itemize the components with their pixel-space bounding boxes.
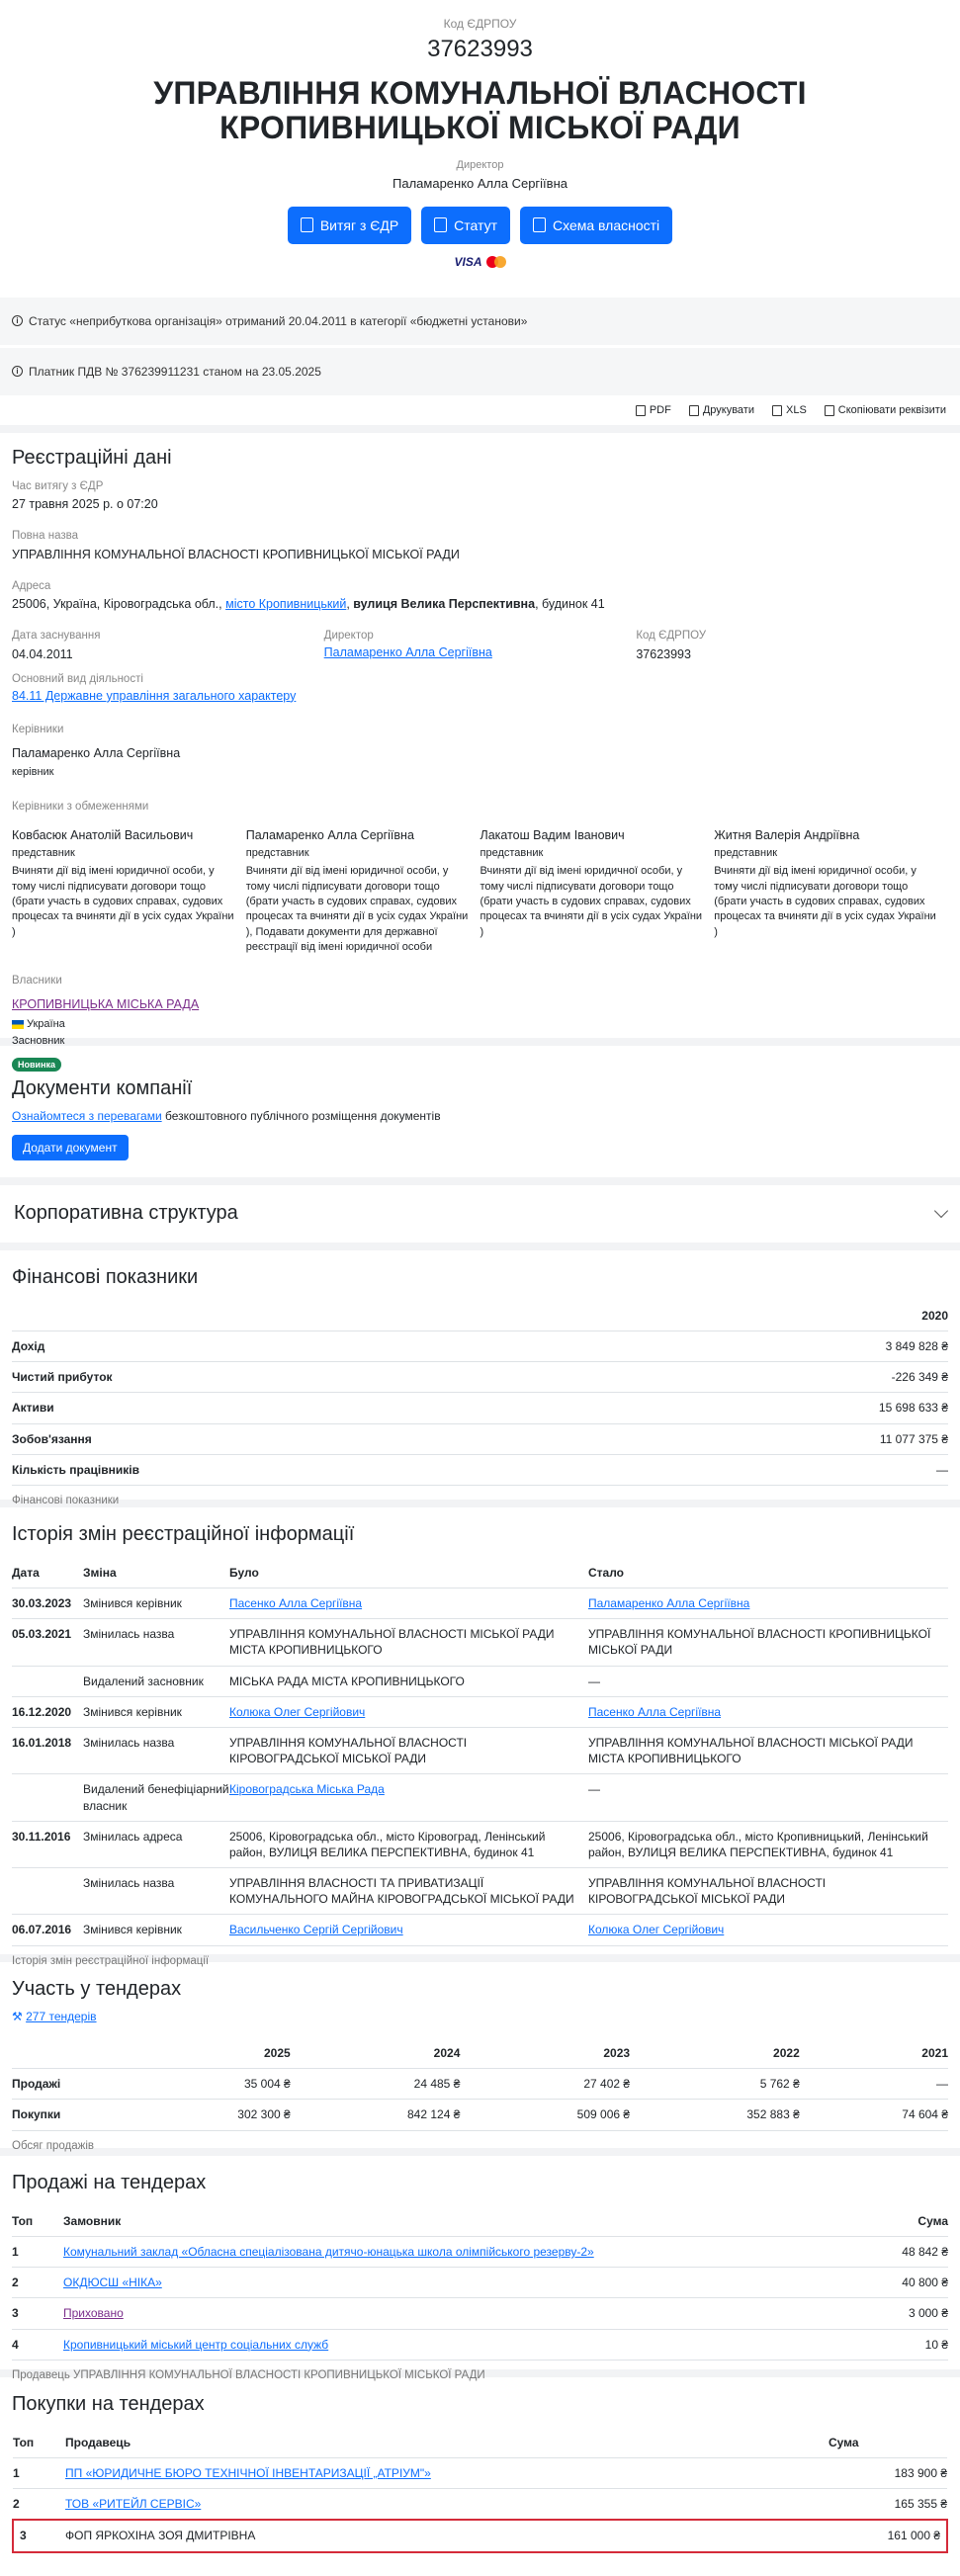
activity-link[interactable]: 84.11 Державне управління загального характеру <box>12 688 297 703</box>
hammer-icon: ⚒ <box>12 2009 23 2023</box>
customer-link[interactable]: Комунальний заклад «Обласна спеціалізована дитячо-юнацька школа олімпійського резерву-2» <box>63 2245 594 2259</box>
add-document-button[interactable]: Додати документ <box>12 1135 129 1160</box>
street-link[interactable]: вулиця Велика Перспективна <box>353 597 536 612</box>
customer-link[interactable]: Кропивницький міський центр соціальних служб <box>63 2337 329 2352</box>
financial-footnote: Фінансові показники <box>12 1485 948 1509</box>
company-header <box>0 0 960 284</box>
history-section <box>0 1507 960 1967</box>
director-name: Паламаренко Алла Сергіївна <box>393 176 567 192</box>
sales-table: Топ Замовник Сума 1 Комунальний заклад «Обласна спеціалізована дитячо-юнацька школа олімпійського резерву-2» 48 842 ₴ 2 ОКДЮСШ «НІКА» 40 800 ₴ 3 Приховано 3 000 ₴ 4 Кропивницький міський центр соціальних служб 10 ₴ <box>12 2206 948 2360</box>
table-row: Кількість працівників — <box>12 1454 948 1485</box>
restricted-manager: Житня Валерія Андріївна представник Вчиняти дії від імені юридичної особи, у тому числі підписувати договори тощо (брати участь в судових справах, судових процесах та вчиняти дії в усіх судах України ) <box>714 827 936 938</box>
financial-table <box>12 1301 948 1485</box>
print-icon <box>689 405 699 416</box>
code-label: Код ЄДРПОУ <box>443 17 517 31</box>
nonprofit-status: i Статус «неприбуткова організація» отриманий 20.04.2011 в категорії «бюджетні установи» <box>0 298 960 345</box>
city-link[interactable]: місто Кропивницький <box>225 597 347 612</box>
restricted-manager: Ковбасюк Анатолій Васильович представник Вчиняти дії від імені юридичної особи, у тому числі підписувати договори тощо (брати участь в судових справах, судових процесах та вчиняти дії в усіх судах України ) <box>12 827 234 938</box>
history-now-link[interactable]: Паламаренко Алла Сергіївна <box>588 1596 750 1610</box>
history-row: 16.01.2018 Змінилась назва УПРАВЛІННЯ КОМУНАЛЬНОЇ ВЛАСНОСТІ КІРОВОГРАДСЬКОЇ МІСЬКОЇ РАДИ УПРАВЛІННЯ КОМУНАЛЬНОЇ ВЛАСНОСТІ МІСЬКОЇ РАДИ МІСТА КРОПИВНИЦЬКОГО <box>12 1727 948 1773</box>
purchases-section <box>0 2377 960 2553</box>
pdf-button[interactable]: PDF <box>636 403 671 418</box>
owner-role: Засновник <box>12 1034 65 1047</box>
customer-link[interactable]: Приховано <box>63 2306 124 2321</box>
tenders-table: 2025 2024 2023 2022 2021 Продажі 35 004 ₴ 24 485 ₴ 27 402 ₴ 5 762 ₴ — Покупки 302 300 ₴ 842 124 ₴ 509 006 ₴ 352 883 ₴ 74 604 ₴ <box>12 2038 948 2130</box>
director-label: Директор <box>456 159 504 172</box>
print-button[interactable]: Друкувати <box>689 403 754 418</box>
restricted-managers <box>12 825 948 956</box>
history-row: 30.11.2016 Змінилась адреса 25006, Кіровоградська обл., місто Кіровоград, Ленінський район, ВУЛИЦЯ ВЕЛИКА ПЕРСПЕКТИВНА, будинок 41 25006, Кіровоградська обл., місто Кропивницький, Ленінський район, ВУЛИЦЯ ВЕЛИКА ПЕРСПЕКТИВНА, будинок 41 <box>12 1821 948 1867</box>
ukraine-flag-icon <box>12 1020 24 1029</box>
registration-section: Реєстраційні дані Час витягу з ЄДР 27 травня 2025 р. о 07:20 Повна назва УПРАВЛІННЯ КОМУНАЛЬНОЇ ВЛАСНОСТІ КРОПИВНИЦЬКОЇ МІСЬКОЇ РАДИ Адреса 25006, Україна, Кіровоградська обл., місто Кропивницький, вулиця Велика Перспективна, будинок 41 Дата заснування 04.04.2011 Директор Паламаренко Алла Сергіївна Код ЄДРПОУ 37623993 Основний вид діяльності 84.11 Державне управління загального характеру Керівники Паламаренко Алла Сергіївна керівник Керівники з обмеженнями Ковбасюк Анатолій Васильович представник Вчиняти дії від імені юридичної особи, у тому числі підписувати договори тощо (брати участь в судових справах, судових процесах та вчиняти дії в усіх судах України ) Паламаренко Алла Сергіївна представник Вчиняти дії від імені юридичної особи, у тому числі підписувати договори тощо (брати участь в судових справах, судових процесах та вчиняти дії в усіх судах України ), Подавати документи для державної реєстрації від імені юридичної особи Лакатош Вадим Іванович представник Вчиняти дії від імені юридичної особи, у тому числі підписувати договори тощо (брати участь в судових справах, судових процесах та вчиняти дії в усіх судах України ) Житня Валерія Андріївна представник Вчиняти дії від імені юридичної особи, у тому числі підписувати договори тощо (брати участь в судових справах, судових процесах та вчиняти дії в усіх судах України ) Власники КРОПИВНИЦЬКА МІСЬКА РАДА Україна Засновник <box>0 433 960 1038</box>
owner-link[interactable]: КРОПИВНИЦЬКА МІСЬКА РАДА <box>12 997 200 1012</box>
financial-section <box>0 1250 960 1506</box>
company-title: УПРАВЛІННЯ КОМУНАЛЬНОЇ ВЛАСНОСТІ КРОПИВНИЦЬКОЇ МІСЬКОЇ РАДИ <box>153 74 807 146</box>
history-now-link[interactable]: Пасенко Алла Сергіївна <box>588 1704 722 1719</box>
table-row: Продажі 35 004 ₴ 24 485 ₴ 27 402 ₴ 5 762 ₴ — <box>12 2069 948 2100</box>
xls-button[interactable]: XLS <box>772 403 807 418</box>
year-header: 2020 <box>921 1308 948 1323</box>
history-title: Історія змін реєстраційної інформації <box>12 1522 355 1545</box>
export-toolbar <box>0 397 960 425</box>
copy-icon <box>825 405 834 416</box>
mastercard-logo <box>486 256 506 268</box>
sales-row: 1 Комунальний заклад «Обласна спеціалізована дитячо-юнацька школа олімпійського резерву-2» 48 842 ₴ <box>12 2237 948 2268</box>
tenders-title: Участь у тендерах <box>12 1977 182 2000</box>
extract-time: 27 травня 2025 р. о 07:20 <box>12 497 158 512</box>
history-row: 30.03.2023 Змінився керівник Пасенко Алла Сергіївна Паламаренко Алла Сергіївна <box>12 1589 948 1619</box>
company-code: 37623993 <box>427 36 533 63</box>
address: 25006, Україна, Кіровоградська обл., місто Кропивницький, вулиця Велика Перспективна, будинок 41 <box>12 597 605 612</box>
director-link[interactable]: Паламаренко Алла Сергіївна <box>323 644 492 659</box>
corporate-title: Корпоративна структура <box>14 1202 238 1225</box>
seller-link[interactable]: ТОВ «РИТЕЙЛ СЕРВІС» <box>65 2497 202 2512</box>
history-row: 06.07.2016 Змінився керівник Васильченко Сергій Сергійович Колюка Олег Сергійович <box>12 1915 948 1945</box>
document-icon <box>533 217 546 232</box>
history-was-link[interactable]: Васильченко Сергій Сергійович <box>229 1923 403 1937</box>
pdf-icon <box>636 405 646 416</box>
history-row: Видалений бенефіціарний власник Кіровоградська Міська Рада — <box>12 1774 948 1821</box>
manager-name: Паламаренко Алла Сергіївна <box>12 746 181 761</box>
seller-name: ФОП ЯРКОХІНА ЗОЯ ДМИТРІВНА <box>65 2529 256 2543</box>
history-was-link[interactable]: Кіровоградська Міська Рада <box>229 1782 385 1797</box>
table-row: Покупки 302 300 ₴ 842 124 ₴ 509 006 ₴ 352 883 ₴ 74 604 ₴ <box>12 2100 948 2130</box>
sales-section <box>0 2156 960 2381</box>
documents-title: Документи компанії <box>12 1077 193 1099</box>
new-badge: Новинка <box>12 1058 61 1072</box>
history-row: 16.12.2020 Змінився керівник Колюка Олег Сергійович Пасенко Алла Сергіївна <box>12 1696 948 1727</box>
tenders-section <box>0 1962 960 2152</box>
restricted-manager: Паламаренко Алла Сергіївна представник Вчиняти дії від імені юридичної особи, у тому числі підписувати договори тощо (брати участь в судових справах, судових процесах та вчиняти дії в усіх судах України ), Подавати документи для державної реєстрації від імені юридичної особи <box>245 827 469 954</box>
vat-status: i Платник ПДВ № 376239911231 станом на 23.05.2025 <box>0 348 960 395</box>
owner-country: Україна <box>12 1017 948 1032</box>
xls-icon <box>772 405 782 416</box>
visa-logo: VISA <box>454 254 482 269</box>
table-row: Зобов'язання 11 077 375 ₴ <box>12 1423 948 1454</box>
purchases-title: Покупки на тендерах <box>12 2392 205 2415</box>
customer-link[interactable]: ОКДЮСШ «НІКА» <box>63 2275 162 2290</box>
history-was-link[interactable]: Пасенко Алла Сергіївна <box>229 1596 363 1610</box>
ownership-button[interactable]: Схема власності <box>520 207 672 244</box>
seller-link[interactable]: ПП «ЮРИДИЧНЕ БЮРО ТЕХНІЧНОЇ ІНВЕНТАРИЗАЦІЇ „АТРІУМ"» <box>65 2466 431 2480</box>
registration-title: Реєстраційні дані <box>12 446 172 469</box>
extract-button[interactable]: Витяг з ЄДР <box>288 207 411 244</box>
purchases-row: 3 ФОП ЯРКОХІНА ЗОЯ ДМИТРІВНА 161 000 ₴ <box>13 2520 947 2551</box>
founded-date: 04.04.2011 <box>12 646 73 661</box>
advantages-link[interactable]: Ознайомтеся з перевагами <box>12 1109 162 1123</box>
table-row: Чистий прибуток -226 349 ₴ <box>12 1362 948 1393</box>
history-row: Видалений засновник МІСЬКА РАДА МІСТА КРОПИВНИЦЬКОГО — <box>12 1666 948 1696</box>
sales-row: 4 Кропивницький міський центр соціальних служб 10 ₴ <box>12 2329 948 2360</box>
sales-footnote: Продавець УПРАВЛІННЯ КОМУНАЛЬНОЇ ВЛАСНОСТІ КРОПИВНИЦЬКОЇ МІСЬКОЇ РАДИ <box>12 2360 948 2384</box>
document-icon <box>434 217 447 232</box>
restricted-manager: Лакатош Вадим Іванович представник Вчиняти дії від імені юридичної особи, у тому числі підписувати договори тощо (брати участь в судових справах, судових процесах та вчиняти дії в усіх судах України ) <box>480 827 703 938</box>
history-was-link[interactable]: Колюка Олег Сергійович <box>229 1704 366 1719</box>
corporate-structure[interactable] <box>0 1185 960 1243</box>
financial-title: Фінансові показники <box>12 1265 199 1288</box>
table-row: Дохід 3 849 828 ₴ <box>12 1331 948 1362</box>
purchases-table: Топ Продавець Сума 1 ПП «ЮРИДИЧНЕ БЮРО ТЕХНІЧНОЇ ІНВЕНТАРИЗАЦІЇ „АТРІУМ"» 183 900 ₴ 2 ТОВ «РИТЕЙЛ СЕРВІС» 165 355 ₴ 3 ФОП ЯРКОХІНА ЗОЯ ДМИТРІВНА 161 000 ₴ <box>12 2428 948 2553</box>
documents-section: Новинка Документи компанії Ознайомтеся з перевагами безкоштовного публічного розміщення документів Додати документ <box>0 1046 960 1177</box>
payment-logos <box>0 254 960 270</box>
full-name: УПРАВЛІННЯ КОМУНАЛЬНОЇ ВЛАСНОСТІ КРОПИВНИЦЬКОЇ МІСЬКОЇ РАДИ <box>12 547 460 561</box>
statute-button[interactable]: Статут <box>421 207 510 244</box>
history-row: 05.03.2021 Змінилась назва УПРАВЛІННЯ КОМУНАЛЬНОЇ ВЛАСНОСТІ МІСЬКОЇ РАДИ МІСТА КРОПИВНИЦЬКОГО УПРАВЛІННЯ КОМУНАЛЬНОЇ ВЛАСНОСТІ КРОПИВНИЦЬКОЇ МІСЬКОЇ РАДИ <box>12 1619 948 1666</box>
tenders-link[interactable]: 277 тендерів <box>26 2009 97 2023</box>
chevron-down-icon <box>934 1204 948 1218</box>
purchases-row: 2 ТОВ «РИТЕЙЛ СЕРВІС» 165 355 ₴ <box>13 2489 947 2521</box>
document-icon <box>301 217 313 232</box>
history-table: Дата Зміна Було Стало 30.03.2023 Змінився керівник Пасенко Алла Сергіївна Паламаренко Алла Сергіївна 05.03.2021 Змінилась назва УПРАВЛІННЯ КОМУНАЛЬНОЇ ВЛАСНОСТІ МІСЬКОЇ РАДИ МІСТА КРОПИВНИЦЬКОГО УПРАВЛІННЯ КОМУНАЛЬНОЇ ВЛАСНОСТІ КРОПИВНИЦЬКОЇ МІСЬКОЇ РАДИ Видалений засновник МІСЬКА РАДА МІСТА КРОПИВНИЦЬКОГО — 16.12.2020 Змінився керівник Колюка Олег Сергійович Пасенко Алла Сергіївна 16.01.2018 Змінилась назва УПРАВЛІННЯ КОМУНАЛЬНОЇ ВЛАСНОСТІ КІРОВОГРАДСЬКОЇ МІСЬКОЇ РАДИ УПРАВЛІННЯ КОМУНАЛЬНОЇ ВЛАСНОСТІ МІСЬКОЇ РАДИ МІСТА КРОПИВНИЦЬКОГО Видалений бенефіціарний власник Кіровоградська Міська Рада — 30.11.2016 Змінилась адреса 25006, Кіровоградська обл., місто Кіровоград, Ленінський район, ВУЛИЦЯ ВЕЛИКА ПЕРСПЕКТИВНА, будинок 41 25006, Кіровоградська обл., місто Кропивницький, Ленінський район, ВУЛИЦЯ ВЕЛИКА ПЕРСПЕКТИВНА, будинок 41 Змінилась назва УПРАВЛІННЯ ВЛАСНОСТІ ТА ПРИВАТИЗАЦІЇ КОМУНАЛЬНОГО МАЙНА КІРОВОГРАДСЬКОЇ МІСЬКОЇ РАДИ УПРАВЛІННЯ КОМУНАЛЬНОЇ ВЛАСНОСТІ КІРОВОГРАДСЬКОЇ МІСЬКОЇ РАДИ 06.07.2016 Змінився керівник Васильченко Сергій Сергійович Колюка Олег Сергійович <box>12 1558 948 1945</box>
history-footnote: Історія змін реєстраційної інформації <box>12 1945 948 1970</box>
sales-title: Продажі на тендерах <box>12 2171 207 2193</box>
manager-role: керівник <box>12 766 54 779</box>
sales-row: 2 ОКДЮСШ «НІКА» 40 800 ₴ <box>12 2268 948 2298</box>
info-icon: i <box>12 315 23 326</box>
tenders-footnote: Обсяг продажів <box>12 2130 948 2155</box>
registration-code: 37623993 <box>636 646 691 661</box>
info-icon: i <box>12 366 23 377</box>
sales-row: 3 Приховано 3 000 ₴ <box>12 2298 948 2329</box>
copy-requisites-button[interactable]: Скопіювати реквізити <box>825 403 946 418</box>
table-row: Активи 15 698 633 ₴ <box>12 1393 948 1423</box>
history-now-link[interactable]: Колюка Олег Сергійович <box>588 1923 725 1937</box>
purchases-row: 1 ПП «ЮРИДИЧНЕ БЮРО ТЕХНІЧНОЇ ІНВЕНТАРИЗАЦІЇ „АТРІУМ"» 183 900 ₴ <box>13 2458 947 2489</box>
history-row: Змінилась назва УПРАВЛІННЯ ВЛАСНОСТІ ТА ПРИВАТИЗАЦІЇ КОМУНАЛЬНОГО МАЙНА КІРОВОГРАДСЬКОЇ МІСЬКОЇ РАДИ УПРАВЛІННЯ КОМУНАЛЬНОЇ ВЛАСНОСТІ КІРОВОГРАДСЬКОЇ МІСЬКОЇ РАДИ <box>12 1868 948 1915</box>
